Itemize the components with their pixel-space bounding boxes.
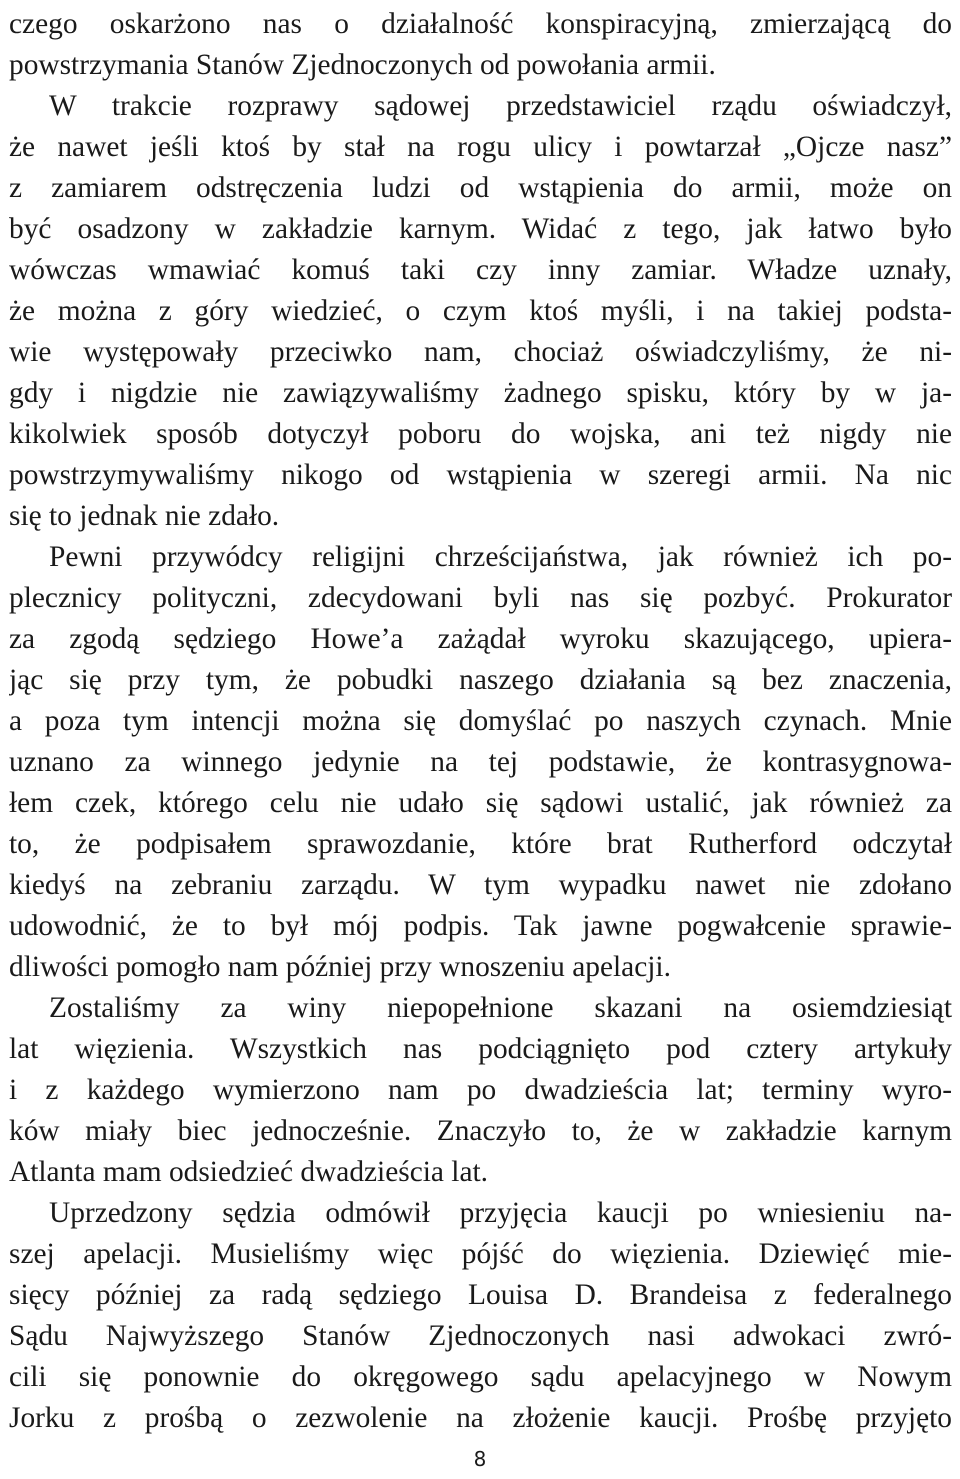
text-line: się to jednak nie zdało. (9, 500, 280, 532)
text-line: sięcy później za radą sędziego Louisa D. Brandeisa z federalnego (9, 1279, 952, 1311)
text-line: Jorku z prośbą o zezwolenie na złożenie kaucji. Prośbę przyjęto (9, 1402, 952, 1434)
text-line: czego oskarżono nas o działalność konspiracyjną, zmierzającą do (9, 8, 952, 40)
text-line: szej apelacji. Musieliśmy więc pójść do więzienia. Dziewięć mie- (9, 1238, 952, 1270)
text-line: być osadzony w zakładzie karnym. Widać z tego, jak łatwo było (9, 213, 952, 245)
text-line: gdy i nigdzie nie zawiązywaliśmy żadnego spisku, który by w ja- (9, 377, 952, 409)
text-line: wie występowały przeciwko nam, chociaż oświadczyliśmy, że ni- (9, 336, 952, 368)
body-text (9, 4, 952, 1439)
text-line: jąc się przy tym, że pobudki naszego działania są bez znaczenia, (9, 664, 952, 696)
text-line: udowodnić, że to był mój podpis. Tak jawne pogwałcenie sprawie- (9, 910, 952, 942)
text-line: że nawet jeśli ktoś by stał na rogu ulicy i powtarzał „Ojcze nasz” (9, 131, 952, 163)
text-line: że można z góry wiedzieć, o czym ktoś myśli, i na takiej podsta- (9, 295, 952, 327)
text-line: dliwości pomogło nam później przy wnoszeniu apelacji. (9, 951, 671, 983)
text-line: powstrzymania Stanów Zjednoczonych od powołania armii. (9, 49, 716, 81)
text-line: to, że podpisałem sprawozdanie, które brat Rutherford odczytał (9, 828, 952, 860)
text-line: wówczas wmawiać komuś taki czy inny zamiar. Władze uznały, (9, 254, 952, 286)
text-line: lat więzienia. Wszystkich nas podciągnięto pod cztery artykuły (9, 1033, 952, 1065)
text-line: Atlanta mam odsiedzieć dwadzieścia lat. (9, 1156, 489, 1188)
text-line: z zamiarem odstręczenia ludzi od wstąpienia do armii, może on (9, 172, 952, 204)
text-line: łem czek, którego celu nie udało się sądowi ustalić, jak również za (9, 787, 952, 819)
text-line: kikolwiek sposób dotyczył poboru do wojska, ani też nigdy nie (9, 418, 952, 450)
text-line: a poza tym intencji można się domyślać po naszych czynach. Mnie (9, 705, 952, 737)
text-line: powstrzymywaliśmy nikogo od wstąpienia w szeregi armii. Na nic (9, 459, 952, 491)
text-line: uznano za winnego jedynie na tej podstawie, że kontrasygnowa- (9, 746, 952, 778)
page-number: 8 (473, 1447, 487, 1471)
text-line: cili się ponownie do okręgowego sądu apelacyjnego w Nowym (9, 1361, 952, 1393)
text-line: Sądu Najwyższego Stanów Zjednoczonych nasi adwokaci zwró- (9, 1320, 952, 1352)
text-line: i z każdego wymierzono nam po dwadzieścia lat; terminy wyro- (9, 1074, 952, 1106)
text-line: Uprzedzony sędzia odmówił przyjęcia kaucji po wniesieniu na- (49, 1197, 952, 1229)
text-line: Zostaliśmy za winy niepopełnione skazani na osiemdziesiąt (49, 992, 952, 1024)
text-line: plecznicy polityczni, zdecydowani byli nas się pozbyć. Prokurator (9, 582, 952, 614)
text-line: kiedyś na zebraniu zarządu. W tym wypadku nawet nie zdołano (9, 869, 952, 901)
text-line: za zgodą sędziego Howe’a zażądał wyroku skazującego, upiera- (9, 623, 952, 655)
text-line: Pewni przywódcy religijni chrześcijaństwa, jak również ich po- (49, 541, 952, 573)
text-line: ków miały biec jednocześnie. Znaczyło to, że w zakładzie karnym (9, 1115, 952, 1147)
text-line: W trakcie rozprawy sądowej przedstawiciel rządu oświadczył, (49, 90, 952, 122)
